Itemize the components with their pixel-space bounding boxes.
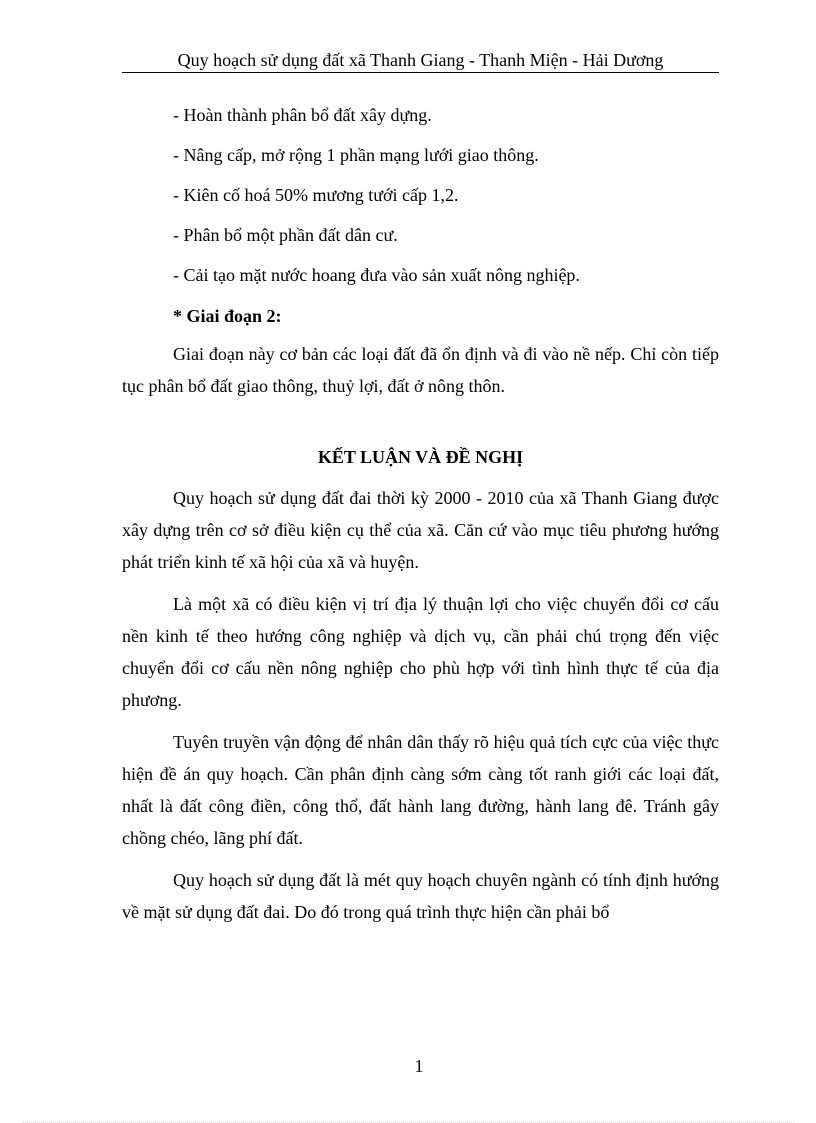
bullet-item-2: - Nâng cấp, mở rộng 1 phần mạng lưới giao thông. <box>173 145 539 165</box>
bullet-item-5: - Cải tạo mặt nước hoang đưa vào sản xuất nông nghiệp. <box>173 265 580 285</box>
conclusion-paragraph-4: Quy hoạch sử dụng đất là mét quy hoạch chuyên ngành có tính định hướng về mặt sử dụng đất đai. Do đó trong quá trình thực hiện cần phải bổ <box>122 870 719 922</box>
stage-2-paragraph: Giai đoạn này cơ bản các loại đất đã ổn định và đi vào nề nếp. Chỉ còn tiếp tục phân bổ đất giao thông, thuỷ lợi, đất ở nông thôn. <box>122 344 719 396</box>
stage-2-heading: * Giai đoạn 2: <box>173 306 282 326</box>
conclusion-paragraph-2: Là một xã có điều kiện vị trí địa lý thuận lợi cho việc chuyển đổi cơ cấu nền kinh tế theo hướng công nghiệp và dịch vụ, cần phải chú trọng đến việc chuyển đổi cơ cấu nền nông nghiệp cho phù hợp với tình hình thực tế của địa phương. <box>122 594 719 710</box>
bullet-item-3: - Kiên cố hoá 50% mương tưới cấp 1,2. <box>173 185 459 205</box>
conclusion-paragraph-3: Tuyên truyền vận động để nhân dân thấy rõ hiệu quả tích cực của việc thực hiện đề án quy hoạch. Cần phân định càng sớm càng tốt ranh giới các loại đất, nhất là đất công điền, công thổ, đất hành lang đường, hành lang đê. Tránh gây chồng chéo, lãng phí đất. <box>122 732 719 848</box>
bullet-item-4: - Phân bổ một phần đất dân cư. <box>173 225 398 245</box>
conclusion-paragraph-1: Quy hoạch sử dụng đất đai thời kỳ 2000 - 2010 của xã Thanh Giang được xây dựng trên cơ sở điều kiện cụ thể của xã. Căn cứ vào mục tiêu phương hướng phát triển kinh tế xã hội của xã và huyện. <box>122 488 719 572</box>
page-body <box>122 100 719 928</box>
page-number: 1 <box>414 1056 424 1076</box>
conclusion-heading: KẾT LUẬN VÀ ĐỀ NGHỊ <box>317 447 524 467</box>
header-rule <box>122 72 719 73</box>
page-header: Quy hoạch sử dụng đất xã Thanh Giang - Thanh Miện - Hải Dương <box>177 50 664 70</box>
bullet-item-1: - Hoàn thành phân bổ đất xây dựng. <box>173 105 432 125</box>
